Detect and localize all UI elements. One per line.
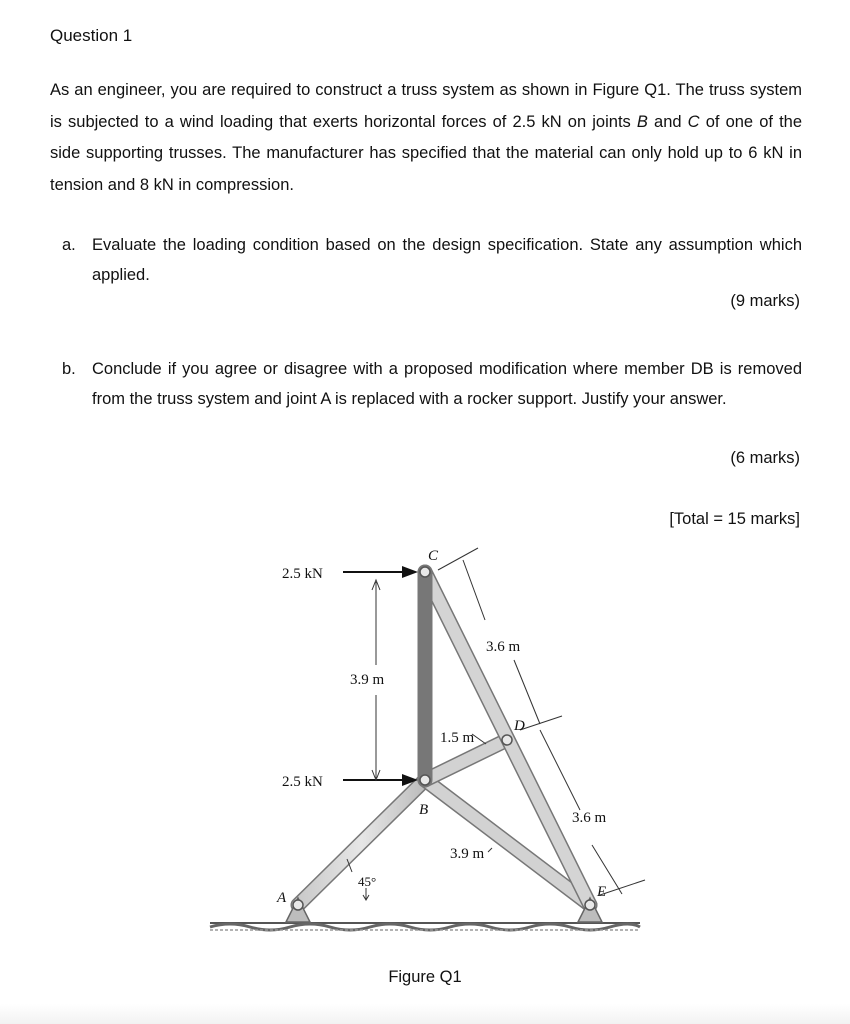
pin-b (420, 775, 430, 785)
part-a-marks: (9 marks) (730, 292, 800, 310)
ground (210, 923, 640, 930)
intro-joint-c: C (687, 112, 700, 131)
page-bottom-edge (0, 1004, 850, 1024)
joint-a-label: A (277, 890, 287, 906)
part-b-text: Conclude if you agree or disagree with a proposed modification where member DB is removed from the truss system and joint A is replaced with a rocker support. Justify your answer. (92, 360, 802, 408)
part-a-letter: a. (62, 236, 76, 254)
joint-c-label: C (428, 548, 439, 564)
intro-text-2: and (647, 112, 688, 131)
joint-d-label: D (514, 718, 525, 734)
pin-d (502, 735, 512, 745)
figure-caption: Figure Q1 (388, 968, 462, 986)
angle-label: 45° (358, 874, 377, 889)
pin-e (585, 900, 595, 910)
dim-bd-label: 1.5 m (440, 730, 475, 746)
pin-a (293, 900, 303, 910)
dim-de-label: 3.6 m (572, 810, 607, 826)
intro-text-3: of one of the side supporting trusses. The manufacturer has specified that the material can only hold up to 6 kN in tension and 8 kN in compression. (50, 112, 803, 194)
dim-cd-label: 3.6 m (486, 639, 521, 655)
intro-text-1: As an engineer, you are required to construct a truss system as shown in Figure Q1. The truss system is subjected to a wind loading that exerts horizontal forces of 2.5 kN on joints (50, 81, 802, 131)
load-mid-label: 2.5 kN (282, 774, 323, 790)
joint-b-label: B (419, 802, 429, 818)
question-heading: Question 1 (50, 26, 133, 45)
dim-vertical-label: 3.9 m (350, 672, 385, 688)
pin-c (420, 567, 430, 577)
joint-e-label: E (597, 884, 607, 900)
load-top-label: 2.5 kN (282, 566, 323, 582)
part-b-letter: b. (62, 360, 76, 378)
part-b-marks: (6 marks) (730, 449, 800, 467)
part-a-text: Evaluate the loading condition based on the design specification. State any assumption which applied. (92, 236, 802, 284)
total-marks: [Total = 15 marks] (669, 510, 800, 528)
dim-be-label: 3.9 m (450, 846, 485, 862)
intro-joint-b: B (636, 112, 648, 131)
